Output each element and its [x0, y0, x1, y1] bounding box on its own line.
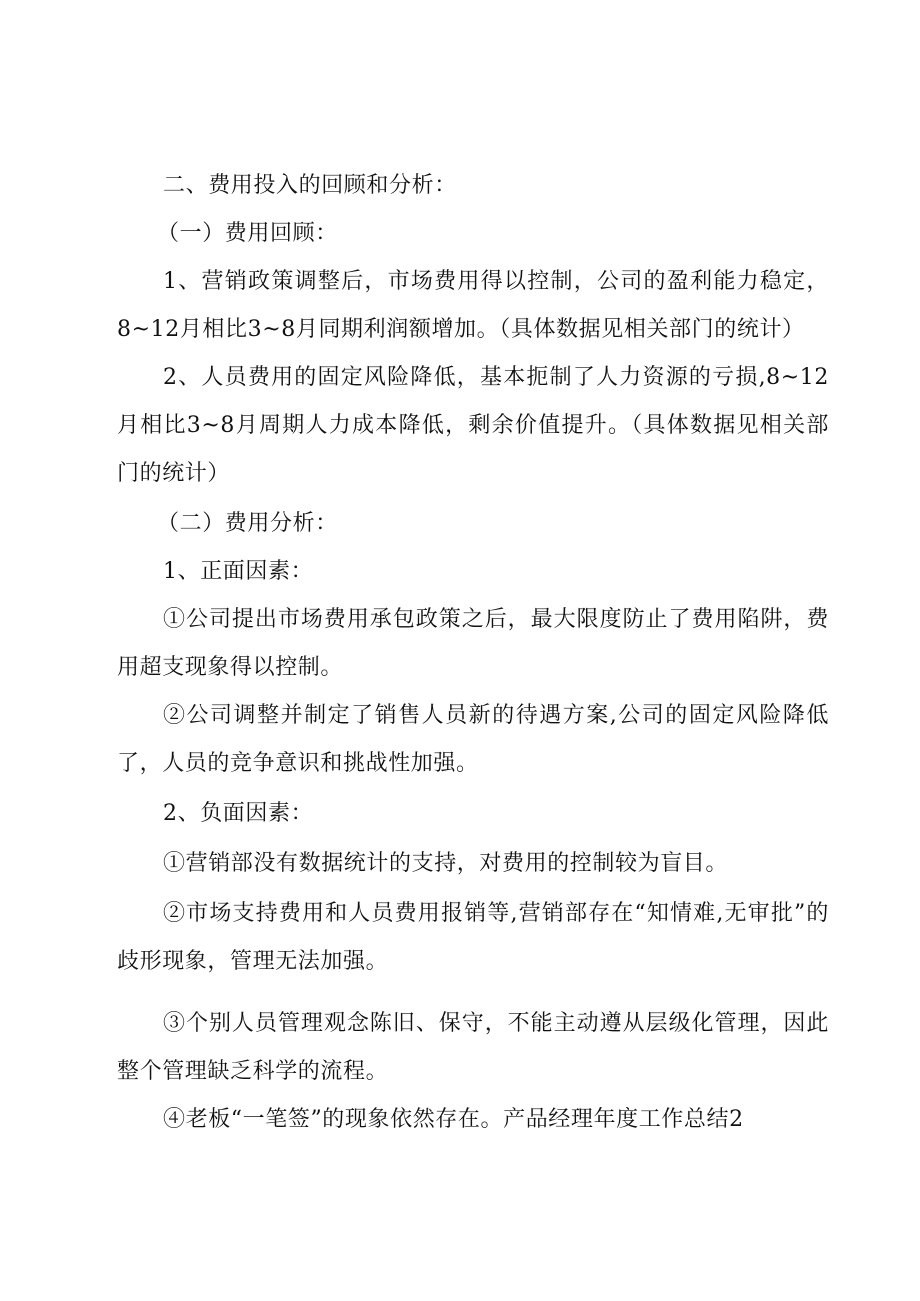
subsection-heading-expense-review: （一）费用回顾：	[157, 221, 338, 246]
section-heading-expense-review-analysis: 二、费用投入的回顾和分析：	[163, 173, 457, 198]
paragraph-negative-1: ①营销部没有数据统计的支持，对费用的控制较为盲目。	[163, 851, 729, 876]
paragraph-positive-2: ②公司调整并制定了销售人员新的待遇方案,公司的固定风险降低了，人员的竞争意识和挑战性加强。	[117, 703, 829, 776]
paragraph-negative-2: ②市场支持费用和人员费用报销等,营销部存在“知情难,无审批”的歧形现象，管理无法加强。	[117, 901, 829, 974]
paragraph-negative-4: ④老板“一笔签”的现象依然存在。产品经理年度工作总结2	[163, 1107, 744, 1132]
paragraph-negative-3: ③个别人员管理观念陈旧、保守，不能主动遵从层级化管理，因此整个管理缺乏科学的流程。	[117, 1011, 829, 1084]
heading-negative-factors: 2、负面因素：	[163, 801, 314, 826]
heading-positive-factors: 1、正面因素：	[163, 559, 314, 584]
paragraph-marketing-policy: 1、营销政策调整后，市场费用得以控制，公司的盈利能力稳定，8~12月相比3~8月同期利润额增加。（具体数据见相关部门的统计）	[117, 269, 829, 342]
subsection-heading-expense-analysis: （二）费用分析：	[157, 511, 338, 536]
paragraph-personnel-cost: 2、人员费用的固定风险降低，基本扼制了人力资源的亏损,8~12月相比3~8月周期人力成本降低，剩余价值提升。（具体数据见相关部门的统计）	[117, 365, 829, 486]
paragraph-positive-1: ①公司提出市场费用承包政策之后，最大限度防止了费用陷阱，费用超支现象得以控制。	[117, 607, 829, 680]
